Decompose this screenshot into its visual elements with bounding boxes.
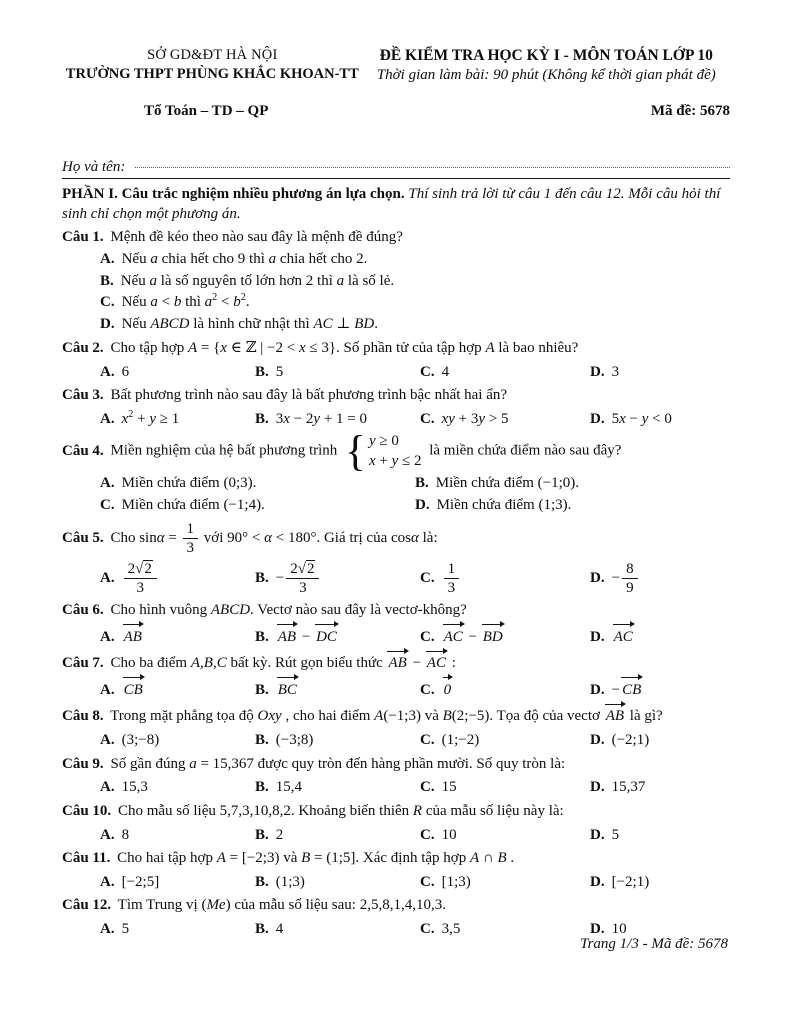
option-C xyxy=(420,676,590,702)
option-value: 15,4 xyxy=(275,779,303,796)
option-value: 15,3 xyxy=(121,779,148,796)
option-B xyxy=(255,918,420,941)
option-value: CB xyxy=(122,682,145,698)
exam-duration: Thời gian làm bài: 90 phút (Không kể thời gian phát đề) xyxy=(376,67,716,84)
header-second-row xyxy=(62,103,730,120)
question-label: Câu 4. xyxy=(62,442,104,459)
option-A xyxy=(100,361,255,384)
option-value: $\frac{2√2}{3}$ xyxy=(122,570,159,586)
option-letter: B. xyxy=(255,732,269,749)
option-letter: C. xyxy=(420,873,435,890)
options xyxy=(100,408,730,431)
option-C xyxy=(420,729,590,752)
option-B xyxy=(415,472,730,495)
option-value: 2 xyxy=(275,826,284,843)
question-stem: Câu 1. Mệnh đề kéo theo nào sau đây là mệnh đề đúng? xyxy=(62,229,403,246)
option-value: [1;3) xyxy=(441,873,471,890)
option-D xyxy=(590,729,730,752)
department-name: SỞ GD&ĐT HÀ NỘI xyxy=(147,47,278,63)
exam-title: ĐỀ KIỂM TRA HỌC KỲ I - MÔN TOÁN LỚP 10 xyxy=(379,47,713,64)
question-7 xyxy=(62,650,730,701)
question-label: Câu 8. xyxy=(62,708,104,725)
question-stem: Câu 12. Tìm Trung vị (Me) của mẫu số liệu sau: 2,5,8,1,4,10,3. xyxy=(62,897,446,914)
question-label: Câu 10. xyxy=(62,802,112,819)
option-letter: A. xyxy=(100,569,115,586)
option-D xyxy=(590,676,730,702)
option-B xyxy=(255,729,420,752)
question-label: Câu 9. xyxy=(62,755,104,772)
option-A xyxy=(100,729,255,752)
option-C xyxy=(420,776,590,799)
option-letter: C. xyxy=(420,921,435,938)
option-letter: C. xyxy=(100,294,115,311)
option-C xyxy=(420,623,590,649)
option-C xyxy=(420,824,590,847)
option-value: Nếu a < b thì $a^2 < b^2$. xyxy=(121,292,250,311)
question-label: Câu 11. xyxy=(62,850,111,867)
option-C xyxy=(420,361,590,384)
question-stem: Câu 9. Số gần đúng a = 15,367 được quy tròn đến hàng phần mười. Số quy tròn là: xyxy=(62,755,566,772)
option-D xyxy=(100,314,730,336)
question-4 xyxy=(62,426,730,517)
part1-instructions: Thí sinh trả lời từ câu 1 đến câu 12. Mỗi câu hỏi thí sinh chỉ chọn một phương án. xyxy=(62,185,721,223)
option-letter: B. xyxy=(100,272,114,289)
option-letter: D. xyxy=(590,921,605,938)
option-value: [−2;5] xyxy=(121,873,160,890)
option-C xyxy=(420,559,590,598)
question-6 xyxy=(62,600,730,648)
option-A xyxy=(100,559,255,598)
school-name: TRƯỜNG THPT PHÙNG KHẮC KHOAN-TT xyxy=(65,65,359,82)
option-C xyxy=(100,494,415,517)
option-value: Nếu a là số nguyên tố lớn hơn 2 thì a là số lẻ. xyxy=(120,272,395,289)
option-letter: D. xyxy=(590,569,605,586)
option-value: 8 xyxy=(121,826,130,843)
option-B xyxy=(255,776,420,799)
option-letter: C. xyxy=(420,569,435,586)
option-letter: C. xyxy=(100,497,115,514)
option-B xyxy=(255,623,420,649)
option-value: Miền chứa điểm (−1;4). xyxy=(121,497,265,514)
header xyxy=(62,46,730,86)
options xyxy=(100,559,730,598)
option-letter: A. xyxy=(100,474,115,491)
option-value: 5 xyxy=(121,921,130,938)
option-B xyxy=(255,824,420,847)
option-letter: D. xyxy=(590,732,605,749)
questions xyxy=(62,227,730,941)
option-D xyxy=(590,776,730,799)
option-B xyxy=(100,271,730,293)
option-D xyxy=(415,494,730,517)
option-letter: B. xyxy=(255,628,269,645)
option-letter: B. xyxy=(255,921,269,938)
option-value: Miền chứa điểm (1;3). xyxy=(436,497,572,514)
question-stem: Câu 3. Bất phương trình nào sau đây là bất phương trình bậc nhất hai ẩn? xyxy=(62,387,508,404)
question-label: Câu 3. xyxy=(62,387,104,404)
option-C xyxy=(100,292,730,314)
header-rule xyxy=(62,178,730,179)
question-stem: Câu 10. Cho mẫu số liệu 5,7,3,10,8,2. Khoảng biến thiên R của mẫu số liệu này là: xyxy=(62,802,564,819)
question-label: Câu 1. xyxy=(62,229,104,246)
option-value: 15,37 xyxy=(611,779,646,796)
subject-group: Tổ Toán – TD – QP xyxy=(144,102,269,119)
option-value: AC − BD xyxy=(442,629,505,645)
option-letter: D. xyxy=(590,681,605,698)
question-9 xyxy=(62,754,730,799)
option-letter: B. xyxy=(255,363,269,380)
option-letter: A. xyxy=(100,732,115,749)
option-value: (−2;1) xyxy=(611,732,650,749)
header-left-block xyxy=(62,46,363,86)
exam-code: Mã đề: 5678 xyxy=(650,102,730,119)
question-label: Câu 6. xyxy=(62,601,104,618)
option-letter: A. xyxy=(100,250,115,267)
option-value: BC xyxy=(276,682,299,698)
option-A xyxy=(100,871,255,894)
option-letter: D. xyxy=(590,779,605,796)
option-value: 6 xyxy=(121,363,130,380)
option-D xyxy=(590,408,730,431)
option-value: (3;−8) xyxy=(121,732,160,749)
name-label: Họ và tên: xyxy=(62,158,126,175)
question-stem: Câu 11. Cho hai tập hợp A = [−2;3) và B = (1;5]. Xác định tập hợp A ∩ B . xyxy=(62,850,515,867)
option-value: Miền chứa điểm (0;3). xyxy=(121,474,257,491)
option-B xyxy=(255,676,420,702)
option-B xyxy=(255,408,420,431)
option-C xyxy=(420,918,590,941)
option-A xyxy=(100,472,415,495)
option-A xyxy=(100,676,255,702)
option-value: − $\frac{2√2}{3}$ xyxy=(276,570,322,586)
question-stem: Câu 7. Cho ba điểm A,B,C bất kỳ. Rút gọn biểu thức AB − AC : xyxy=(62,650,730,675)
option-A xyxy=(100,824,255,847)
option-letter: B. xyxy=(255,681,269,698)
option-D xyxy=(590,824,730,847)
option-B xyxy=(255,559,420,598)
option-value: − CB xyxy=(612,682,644,698)
question-2 xyxy=(62,338,730,383)
option-A xyxy=(100,776,255,799)
option-D xyxy=(590,361,730,384)
option-value: 10 xyxy=(611,921,627,938)
question-stem: Câu 5. Cho sinα = $\frac{1}{3}$ với 90° < α < 180°. Giá trị của cosα là: xyxy=(62,520,438,556)
option-value: 3,5 xyxy=(441,921,461,938)
option-letter: B. xyxy=(255,826,269,843)
header-right-block xyxy=(363,46,730,86)
option-value: 15 xyxy=(441,779,457,796)
options xyxy=(100,676,730,702)
option-letter: D. xyxy=(100,316,115,333)
option-value: 4 xyxy=(441,363,450,380)
page-footer: Trang 1/3 - Mã đề: 5678 xyxy=(580,936,728,952)
option-letter: D. xyxy=(590,410,605,427)
option-letter: B. xyxy=(255,410,269,427)
question-stem: Câu 2. Cho tập hợp A = {x ∈ ℤ | −2 < x ≤ 3}. Số phần tử của tập hợp A là bao nhiêu? xyxy=(62,339,579,356)
option-D xyxy=(590,559,730,598)
option-C xyxy=(420,408,590,431)
options xyxy=(100,361,730,384)
option-value: AB − DC xyxy=(276,629,339,645)
part1-title: PHẦN I. Câu trắc nghiệm nhiều phương án lựa chọn. xyxy=(62,185,405,202)
option-B xyxy=(255,361,420,384)
option-letter: D. xyxy=(590,363,605,380)
option-letter: B. xyxy=(255,779,269,796)
option-value: 5 xyxy=(611,826,620,843)
option-letter: A. xyxy=(100,410,115,427)
option-value: $x^2 + y \ge 1$ xyxy=(121,408,180,427)
option-value: Miền chứa điểm (−1;0). xyxy=(435,474,579,491)
option-letter: B. xyxy=(415,474,429,491)
question-10 xyxy=(62,801,730,846)
question-label: Câu 2. xyxy=(62,339,104,356)
option-value: (−3;8) xyxy=(275,732,314,749)
option-value: AC xyxy=(612,629,635,645)
question-label: Câu 7. xyxy=(62,655,104,672)
option-letter: C. xyxy=(420,410,435,427)
options xyxy=(100,249,730,336)
name-fill-line xyxy=(135,152,730,168)
option-A xyxy=(100,918,255,941)
question-3 xyxy=(62,385,730,430)
option-letter: A. xyxy=(100,826,115,843)
option-value: 0 xyxy=(442,682,454,698)
option-value: Nếu ABCD là hình chữ nhật thì AC ⊥ BD. xyxy=(121,316,378,333)
option-D xyxy=(590,623,730,649)
option-value: xy + 3y > 5 xyxy=(441,410,509,427)
question-stem: Câu 6. Cho hình vuông ABCD. Vectơ nào sau đây là vectơ-không? xyxy=(62,601,467,618)
option-value: 5 xyxy=(275,363,284,380)
question-8 xyxy=(62,703,730,751)
options xyxy=(100,623,730,649)
option-value: (1;3) xyxy=(275,873,305,890)
option-C xyxy=(420,871,590,894)
student-name-row xyxy=(62,155,730,176)
option-letter: A. xyxy=(100,681,115,698)
option-letter: D. xyxy=(415,497,430,514)
option-value: [−2;1) xyxy=(611,873,650,890)
option-letter: A. xyxy=(100,363,115,380)
option-value: − $\frac{8}{9}$ xyxy=(612,570,640,586)
option-letter: C. xyxy=(420,363,435,380)
option-value: 3 xyxy=(611,363,620,380)
option-value: (1;−2) xyxy=(441,732,480,749)
options xyxy=(100,871,730,894)
option-B xyxy=(255,871,420,894)
options xyxy=(100,776,730,799)
question-1 xyxy=(62,227,730,336)
option-value: 10 xyxy=(441,826,457,843)
option-letter: C. xyxy=(420,732,435,749)
option-letter: C. xyxy=(420,681,435,698)
question-12 xyxy=(62,895,730,940)
option-value: 4 xyxy=(275,921,284,938)
option-value: $\frac{1}{3}$ xyxy=(442,570,462,586)
option-letter: A. xyxy=(100,628,115,645)
option-letter: D. xyxy=(590,628,605,645)
option-letter: D. xyxy=(590,826,605,843)
option-A xyxy=(100,623,255,649)
question-label: Câu 5. xyxy=(62,529,104,546)
question-11 xyxy=(62,848,730,893)
option-value: 3x − 2y + 1 = 0 xyxy=(275,410,367,427)
option-letter: A. xyxy=(100,779,115,796)
question-stem: Câu 8. Trong mặt phẳng tọa độ Oxy , cho hai điểm A(−1;3) và B(2;−5). Tọa độ của vectơ AB là gì? xyxy=(62,703,730,728)
option-letter: A. xyxy=(100,873,115,890)
options xyxy=(100,824,730,847)
option-letter: D. xyxy=(590,873,605,890)
options xyxy=(100,729,730,752)
option-A xyxy=(100,249,730,271)
option-letter: C. xyxy=(420,779,435,796)
option-D xyxy=(590,871,730,894)
option-letter: C. xyxy=(420,628,435,645)
option-letter: A. xyxy=(100,921,115,938)
option-value: Nếu a chia hết cho 9 thì a chia hết cho 2. xyxy=(121,250,368,267)
option-value: AB xyxy=(122,629,144,645)
question-5 xyxy=(62,519,730,598)
options xyxy=(100,472,730,517)
part1-heading xyxy=(62,184,730,225)
option-letter: B. xyxy=(255,569,269,586)
option-A xyxy=(100,408,255,431)
question-stem: Câu 4. Miền nghiệm của hệ bất phương trình { y ≥ 0 x + y ≤ 2 là miền chứa điểm nào sau đây? xyxy=(62,426,622,475)
question-label: Câu 12. xyxy=(62,897,112,914)
option-letter: C. xyxy=(420,826,435,843)
option-letter: B. xyxy=(255,873,269,890)
option-value: 5x − y < 0 xyxy=(611,410,672,427)
